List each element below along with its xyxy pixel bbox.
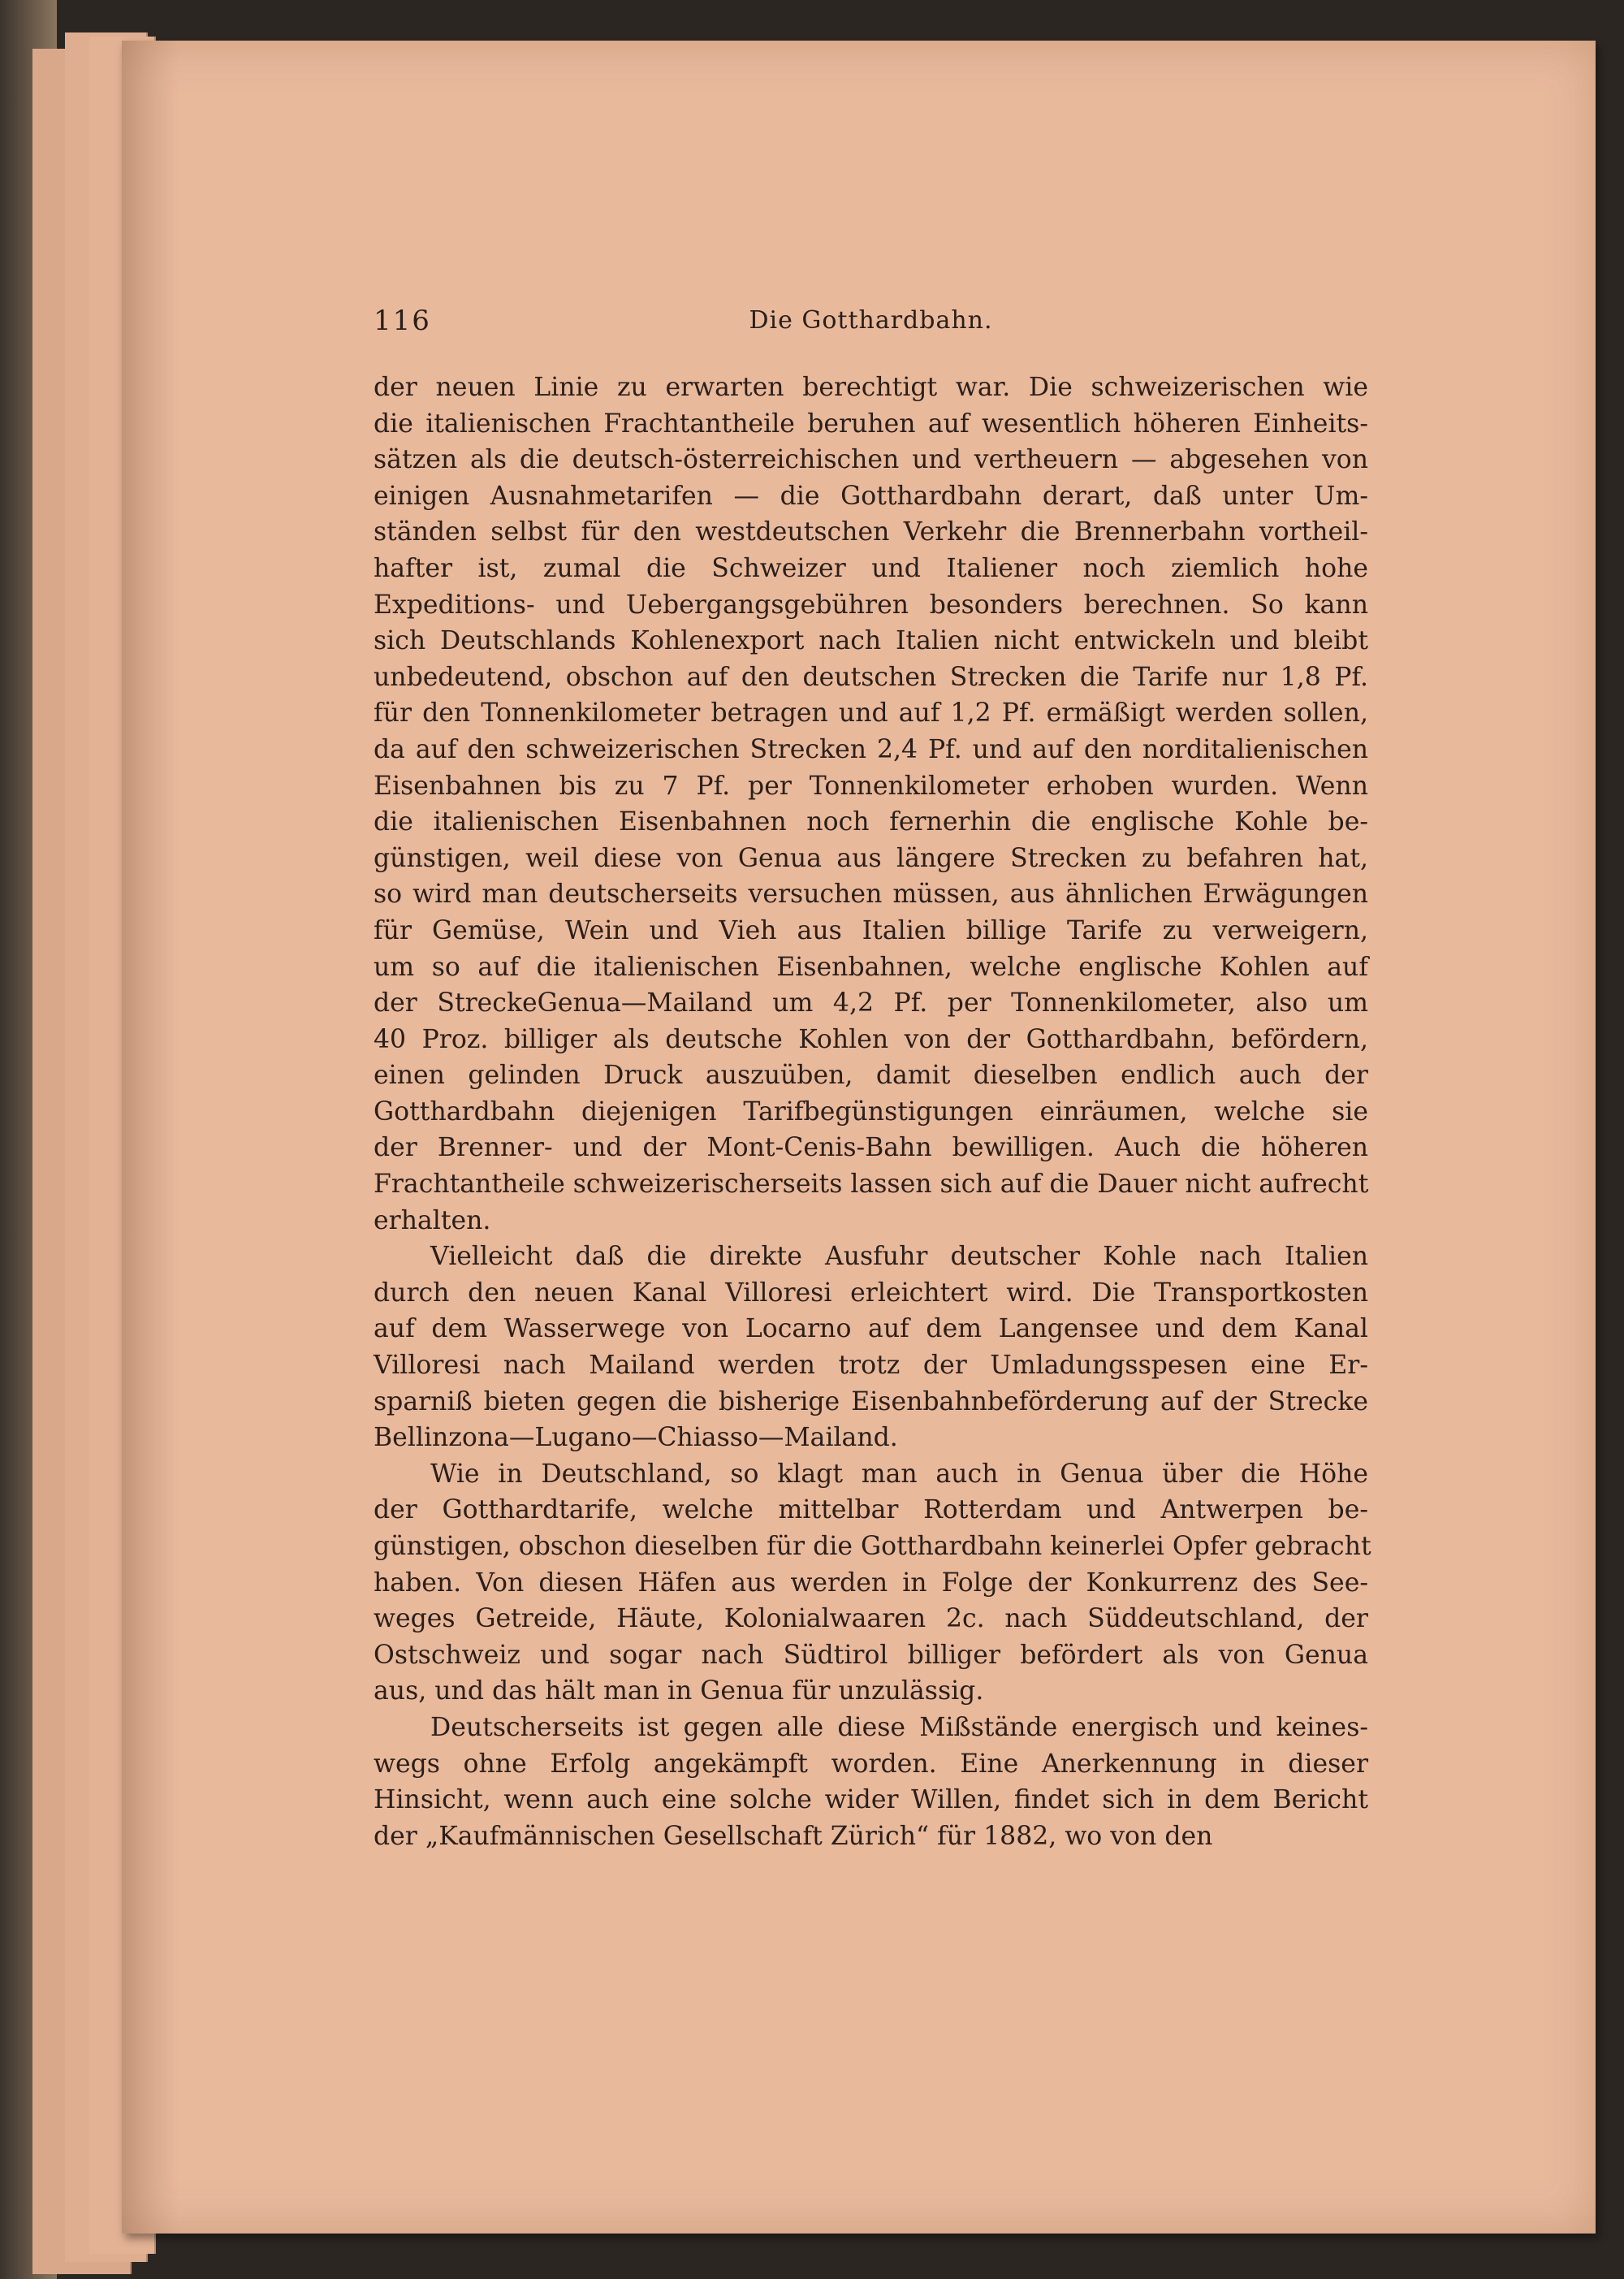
- text-line: der Gotthardtarife, welche mittelbar Rotterdam und Antwerpen be-: [374, 1495, 1368, 1525]
- text-line: für den Tonnenkilometer betragen und auf 1,2 Pf. ermäßigt werden sollen,: [374, 698, 1368, 729]
- text-line: Gotthardbahn diejenigen Tarifbegünstigungen einräumen, welche sie: [374, 1096, 1368, 1127]
- text-line: die italienischen Frachtantheile beruhen auf wesentlich höheren Einheits-: [374, 409, 1368, 439]
- text-line: sparniß bieten gegen die bisherige Eisenbahnbeförderung auf der Strecke: [374, 1386, 1368, 1416]
- text-line: sich Deutschlands Kohlenexport nach Italien nicht entwickeln und bleibt: [374, 626, 1368, 656]
- text-line: einigen Ausnahmetarifen — die Gotthardbahn derart, daß unter Um-: [374, 481, 1368, 511]
- text-line: so wird man deutscherseits versuchen müssen, aus ähnlichen Erwägungen: [374, 880, 1368, 910]
- text-line: der Brenner- und der Mont-Cenis-Bahn bewilligen. Auch die höheren: [374, 1133, 1368, 1163]
- text-line: auf dem Wasserwege von Locarno auf dem Langensee und dem Kanal: [374, 1314, 1368, 1344]
- text-line: durch den neuen Kanal Villoresi erleichtert wird. Die Transportkosten: [374, 1278, 1368, 1308]
- running-title: Die Gotthardbahn.: [749, 306, 993, 335]
- text-line: da auf den schweizerischen Strecken 2,4 Pf. und auf den norditalienischen: [374, 734, 1368, 764]
- text-line: Expeditions- und Uebergangsgebühren besonders berechnen. So kann: [374, 590, 1368, 620]
- text-line: haben. Von diesen Häfen aus werden in Folge der Konkurrenz des See-: [374, 1568, 1368, 1598]
- text-line: sätzen als die deutsch-österreichischen und vertheuern — abgesehen von: [374, 445, 1368, 475]
- text-line: weges Getreide, Häute, Kolonialwaaren 2c. nach Süddeutschland, der: [374, 1604, 1368, 1634]
- paragraph: [374, 1710, 1368, 1854]
- text-line: der neuen Linie zu erwarten berechtigt war. Die schweizerischen wie: [374, 373, 1368, 402]
- text-line: Villoresi nach Mailand werden trotz der Umladungsspesen eine Er-: [374, 1351, 1368, 1381]
- text-line: günstigen, obschon dieselben für die Gotthardbahn keinerlei Opfer gebracht: [374, 1532, 1371, 1561]
- paragraph: [374, 370, 1368, 1239]
- text-line: wegs ohne Erfolg angekämpft worden. Eine Anerkennung in dieser: [374, 1749, 1368, 1779]
- text-line: 40 Proz. billiger als deutsche Kohlen von der Gotthardbahn, befördern,: [374, 1024, 1368, 1054]
- text-line: Wie in Deutschland, so klagt man auch in Genua über die Höhe: [430, 1459, 1368, 1489]
- text-line: die italienischen Eisenbahnen noch fernerhin die englische Kohle be-: [374, 807, 1368, 837]
- page-header: [374, 305, 1368, 345]
- page-number: 116: [374, 305, 431, 337]
- text-line: Vielleicht daß die direkte Ausfuhr deutscher Kohle nach Italien: [430, 1242, 1368, 1272]
- text-line: ständen selbst für den westdeutschen Verkehr die Brennerbahn vortheil-: [374, 517, 1368, 547]
- body-text: [374, 370, 1371, 1854]
- text-line: um so auf die italienischen Eisenbahnen, welche englische Kohlen auf: [374, 952, 1368, 982]
- text-line: hafter ist, zumal die Schweizer und Italiener noch ziemlich hohe: [374, 553, 1368, 583]
- text-line: der StreckeGenua—Mailand um 4,2 Pf. per Tonnenkilometer, also um: [374, 988, 1368, 1018]
- text-line: Deutscherseits ist gegen alle diese Mißstände energisch und keines-: [430, 1712, 1368, 1742]
- text-line: einen gelinden Druck auszuüben, damit dieselben endlich auch der: [374, 1061, 1368, 1091]
- text-line: aus, und das hält man in Genua für unzulässig.: [374, 1676, 984, 1706]
- text-line: Bellinzona—Lugano—Chiasso—Mailand.: [374, 1423, 898, 1453]
- text-line: der „Kaufmännischen Gesellschaft Zürich“ für 1882, wo von den: [374, 1821, 1213, 1851]
- text-line: erhalten.: [374, 1205, 491, 1235]
- text-line: Ostschweiz und sogar nach Südtirol billiger befördert als von Genua: [374, 1640, 1368, 1670]
- text-line: unbedeutend, obschon auf den deutschen Strecken die Tarife nur 1,8 Pf.: [374, 662, 1368, 692]
- text-line: für Gemüse, Wein und Vieh aus Italien billige Tarife zu verweigern,: [374, 915, 1368, 945]
- text-line: Frachtantheile schweizerischerseits lassen sich auf die Dauer nicht aufrecht: [374, 1170, 1369, 1200]
- text-line: günstigen, weil diese von Genua aus längere Strecken zu befahren hat,: [374, 843, 1368, 873]
- text-line: Hinsicht, wenn auch eine solche wider Willen, findet sich in dem Bericht: [374, 1785, 1368, 1815]
- paragraph: [374, 1456, 1371, 1710]
- text-line: Eisenbahnen bis zu 7 Pf. per Tonnenkilometer erhoben wurden. Wenn: [374, 771, 1368, 801]
- paragraph: [374, 1239, 1368, 1456]
